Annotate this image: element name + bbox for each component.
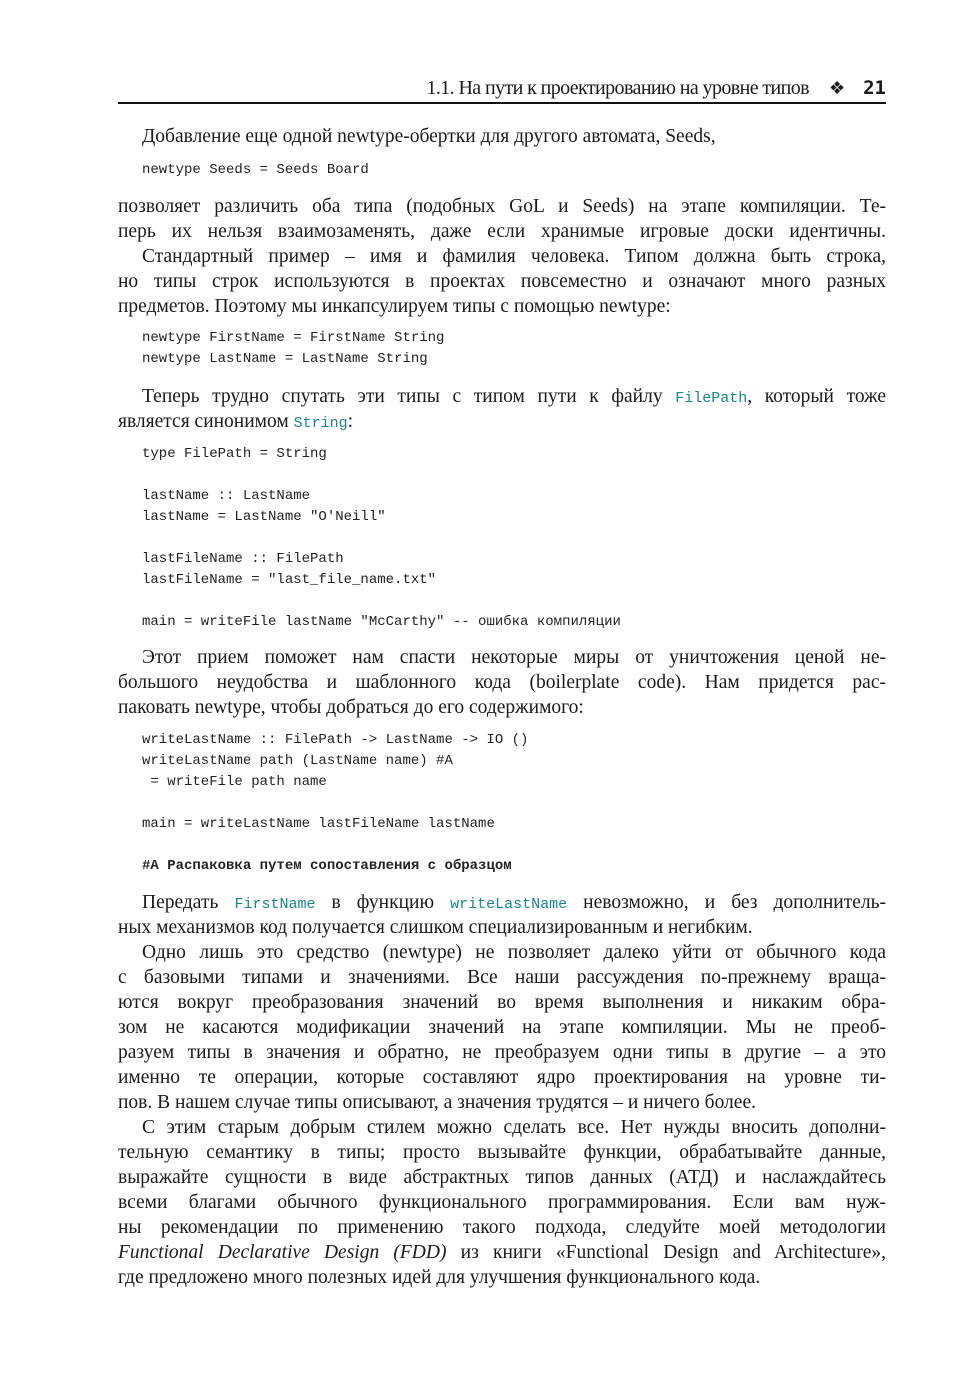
text-run: Этот прием поможет нам спасти некоторые миры от уничтожения ценой не- bbox=[142, 647, 886, 668]
text-line bbox=[118, 645, 886, 670]
running-header bbox=[118, 74, 886, 102]
text-run: Одно лишь это средство (newtype) не позволяет далеко уйти от обычного кода bbox=[142, 942, 886, 963]
text-line bbox=[118, 695, 886, 720]
text-line bbox=[118, 1015, 886, 1040]
code-line: type FilePath = String bbox=[142, 446, 327, 462]
text-run: является синонимом bbox=[118, 411, 294, 432]
text-line bbox=[118, 1265, 886, 1290]
text-run: невозможно, и без дополнитель- bbox=[567, 892, 886, 913]
paragraph-block bbox=[118, 384, 886, 434]
text-line bbox=[118, 1140, 886, 1165]
text-line bbox=[118, 990, 886, 1015]
code-line: newtype FirstName = FirstName String bbox=[142, 330, 445, 346]
code-line bbox=[142, 591, 621, 612]
text-run: пов. В нашем случае типы описывают, а значения трудятся – и ничего более. bbox=[118, 1092, 756, 1113]
code-listing bbox=[142, 328, 444, 370]
text-run: предметов. Поэтому мы инкапсулируем типы с помощью newtype: bbox=[118, 296, 671, 317]
text-run: Добавление еще одной newtype-обертки для другого автомата, Seeds, bbox=[142, 126, 716, 147]
inline-code: FilePath bbox=[675, 390, 748, 407]
text-run: тельную семантику в типы; просто вызывайте функции, обрабатывайте данные, bbox=[118, 1142, 886, 1163]
code-line: lastName :: LastName bbox=[142, 488, 311, 504]
code-line bbox=[142, 528, 621, 549]
text-run: в функцию bbox=[315, 892, 451, 913]
text-run: где предложено много полезных идей для улучшения функционального кода. bbox=[118, 1267, 761, 1288]
inline-code: String bbox=[293, 415, 348, 432]
text-line bbox=[118, 294, 886, 319]
code-annotation: #A Распаковка путем сопоставления с образцом bbox=[142, 858, 512, 874]
text-run: с базовыми типами и значениями. Все наши рассуждения по-прежнему враща- bbox=[118, 967, 886, 988]
paragraph-block bbox=[118, 124, 886, 149]
text-run: разуем типы в значения и обратно, не преобразуем одни типы в другие – а это bbox=[118, 1042, 886, 1063]
text-line bbox=[118, 384, 886, 409]
code-listing bbox=[142, 444, 621, 633]
code-line: lastFileName = "last_file_name.txt" bbox=[142, 572, 437, 588]
inline-code: FirstName bbox=[234, 896, 316, 913]
text-line bbox=[118, 890, 886, 915]
code-line: lastName = LastName "O'Neill" bbox=[142, 509, 386, 525]
code-line bbox=[142, 793, 528, 814]
text-run: ются вокруг преобразования значений во время выполнения и никаким обра- bbox=[118, 992, 886, 1013]
text-line bbox=[118, 1190, 886, 1215]
code-line: newtype LastName = LastName String bbox=[142, 351, 428, 367]
text-run: Стандартный пример – имя и фамилия человека. Типом должна быть строка, bbox=[142, 246, 886, 267]
text-line bbox=[118, 670, 886, 695]
text-line bbox=[118, 124, 886, 149]
code-listing bbox=[142, 730, 528, 877]
text-line bbox=[118, 1215, 886, 1240]
inline-code: writeLastName bbox=[450, 896, 568, 913]
code-line bbox=[142, 835, 528, 856]
text-run: , который тоже bbox=[747, 386, 886, 407]
text-line bbox=[118, 194, 886, 219]
text-run: Передать bbox=[142, 892, 235, 913]
text-line bbox=[118, 219, 886, 244]
text-run: ны рекомендации по применению такого подхода, следуйте моей методологии bbox=[118, 1217, 886, 1238]
text-run: перь их нельзя взаимозаменять, даже если хранимые игровые доски идентичны. bbox=[118, 221, 886, 242]
text-run: ных механизмов код получается слишком специализированным и негибким. bbox=[118, 917, 753, 938]
text-run: зом не касаются модификации значений на этапе компиляции. Мы не преоб- bbox=[118, 1017, 886, 1038]
code-listing bbox=[142, 160, 369, 181]
header-rule bbox=[118, 102, 886, 104]
text-run: позволяет различить оба типа (подобных GoL и Seeds) на этапе компиляции. Те- bbox=[118, 196, 886, 217]
text-run: Теперь трудно спутать эти типы с типом пути к файлу bbox=[142, 386, 676, 407]
code-line: newtype Seeds = Seeds Board bbox=[142, 162, 369, 178]
text-line bbox=[118, 1040, 886, 1065]
text-run: С этим старым добрым стилем можно сделать все. Нет нужды вносить дополни- bbox=[142, 1117, 886, 1138]
code-line: = writeFile path name bbox=[142, 774, 327, 790]
text-run: именно те операции, которые составляют ядро проектирования на уровне ти- bbox=[118, 1067, 886, 1088]
text-line bbox=[118, 965, 886, 990]
running-header-title: 1.1. На пути к проектированию на уровне типов bbox=[426, 76, 809, 99]
text-line bbox=[118, 244, 886, 269]
paragraph-block bbox=[118, 645, 886, 720]
code-line: writeLastName :: FilePath -> LastName -> IO () bbox=[142, 732, 529, 748]
text-run: но типы строк используются в проектах повсеместно и означают много разных bbox=[118, 271, 886, 292]
text-line bbox=[118, 1165, 886, 1190]
text-line bbox=[118, 269, 886, 294]
page-number: 21 bbox=[863, 77, 886, 99]
text-run: : bbox=[347, 411, 354, 432]
text-line bbox=[118, 1090, 886, 1115]
text-run: всеми благами обычного функционального программирования. Если вам нуж- bbox=[118, 1192, 886, 1213]
text-line bbox=[118, 915, 886, 940]
text-run: большого неудобства и шаблонного кода (boilerplate code). Нам придется рас- bbox=[118, 672, 886, 693]
code-line bbox=[142, 465, 621, 486]
paragraph-block bbox=[118, 194, 886, 319]
text-line bbox=[118, 409, 886, 434]
code-line: writeLastName path (LastName name) #A bbox=[142, 753, 453, 769]
text-line bbox=[118, 1115, 886, 1140]
text-run: паковать newtype, чтобы добраться до его содержимого: bbox=[118, 697, 584, 718]
text-line bbox=[118, 940, 886, 965]
code-line: main = writeLastName lastFileName lastName bbox=[142, 816, 495, 832]
ornament-icon: ❖ bbox=[828, 77, 846, 98]
code-line: lastFileName :: FilePath bbox=[142, 551, 344, 567]
text-line bbox=[118, 1240, 886, 1265]
paragraph-block bbox=[118, 890, 886, 1290]
code-line: main = writeFile lastName "McCarthy" -- ошибка компиляции bbox=[142, 614, 621, 630]
text-line bbox=[118, 1065, 886, 1090]
italic-text: Functional Declarative Design (FDD) bbox=[118, 1242, 447, 1263]
text-run: выражайте сущности в виде абстрактных типов данных (АТД) и наслаждайтесь bbox=[118, 1167, 886, 1188]
text-run: из книги «Functional Design and Architecture», bbox=[446, 1242, 887, 1263]
